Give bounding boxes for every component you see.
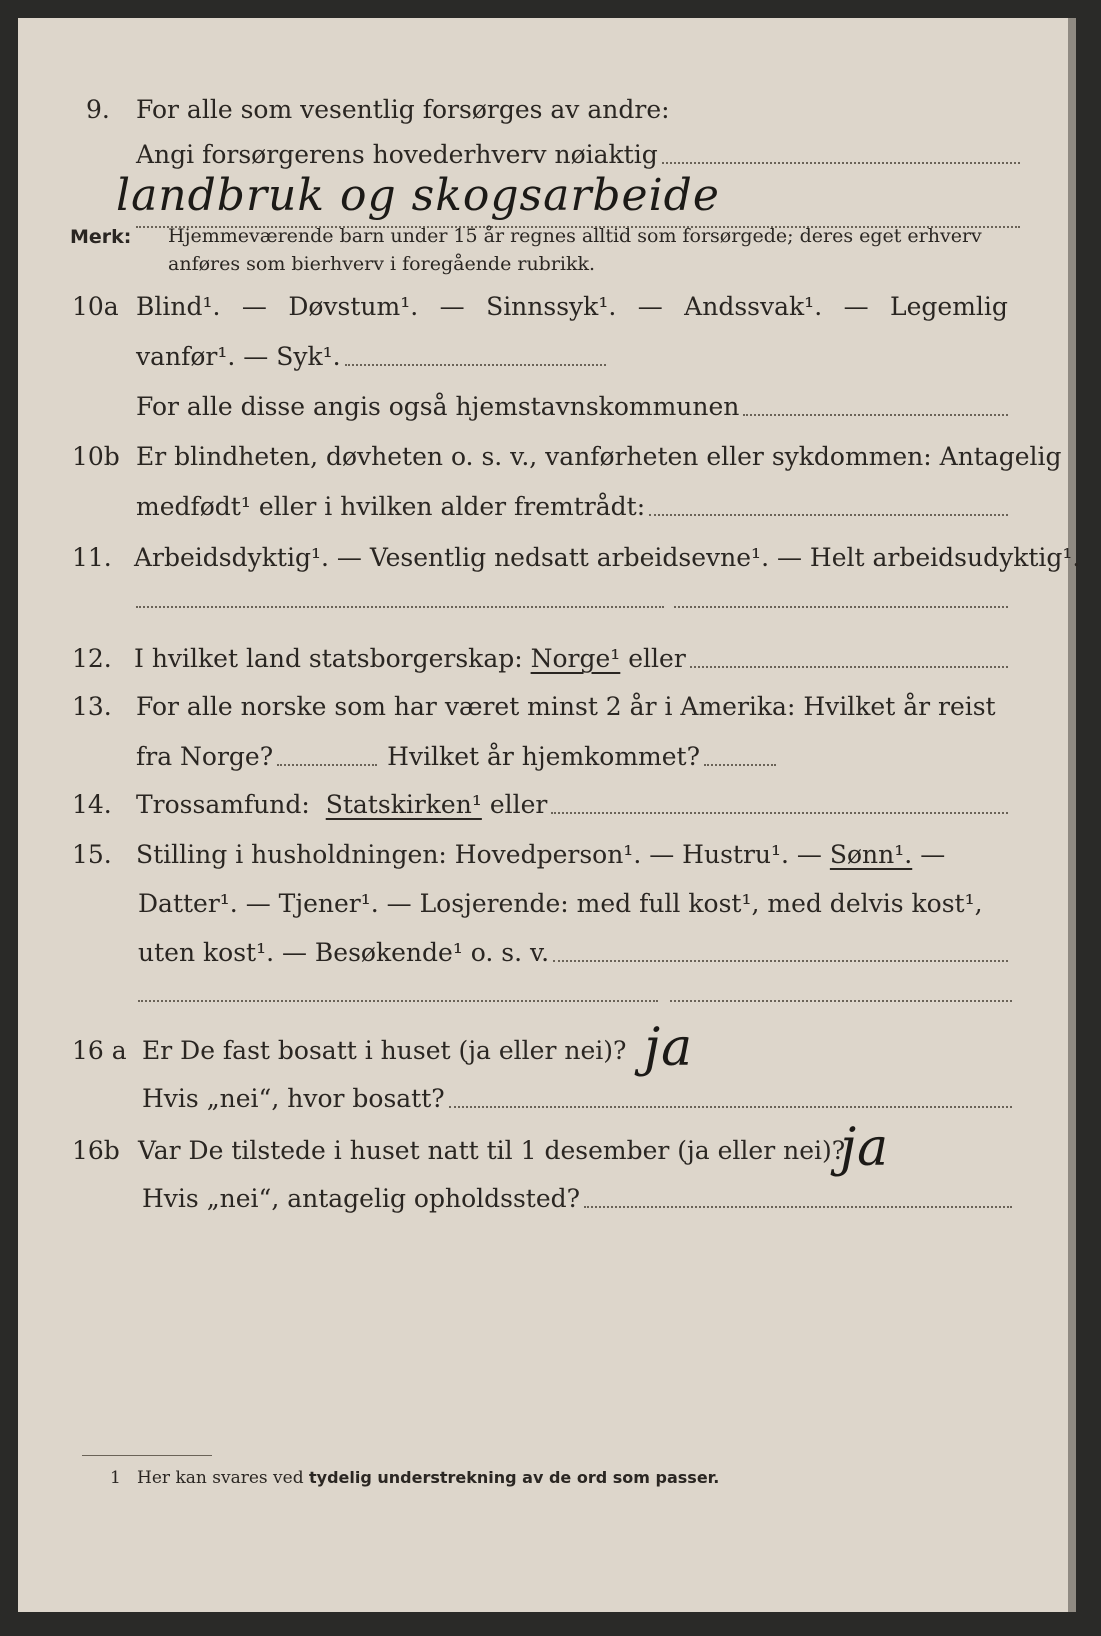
footnote xyxy=(110,1468,719,1488)
q10a-number: 10a xyxy=(72,292,119,321)
footnote-rule xyxy=(82,1455,212,1456)
q15-dash: — xyxy=(920,840,946,869)
census-form-page xyxy=(18,18,1081,1612)
q16b-text2: Hvis „nei“, antagelig opholdssted? xyxy=(142,1184,581,1213)
q10a-option: Døvstum¹. xyxy=(288,292,419,321)
q13-hjemkommet-label: Hvilket år hjemkommet? xyxy=(387,742,701,771)
q12-number: 12. xyxy=(72,644,112,673)
q15-option-sonn: Sønn¹. xyxy=(829,840,913,869)
q10a-option: Sinnssyk¹. xyxy=(486,292,617,321)
q10a-option: Blind¹. xyxy=(136,292,221,321)
q15-number: 15. xyxy=(72,840,112,869)
q15-text3: uten kost¹. — Besøkende¹ o. s. v. xyxy=(138,938,550,967)
q10a-kommune-line xyxy=(743,414,1008,416)
q11-answer-line-a xyxy=(136,606,664,608)
q13-reist-label: fra Norge? xyxy=(136,742,274,771)
footnote-bold-text: tydelig understrekning av de ord som passer. xyxy=(308,1468,720,1487)
q10b-answer-line xyxy=(649,514,1008,516)
q12-answer-line xyxy=(690,666,1008,668)
q12-option-norge: Norge¹ xyxy=(530,644,621,673)
q15-answer-line-b xyxy=(670,1000,1012,1002)
q14-number: 14. xyxy=(72,790,112,819)
q9-text1: For alle som vesentlig forsørges av andre: xyxy=(136,95,670,124)
footnote-text: Her kan svares ved xyxy=(137,1468,304,1488)
q14-text: Trossamfund: xyxy=(136,790,310,819)
q9-answer-line xyxy=(662,162,1020,164)
q10b-number: 10b xyxy=(72,442,120,471)
q15-text2: Datter¹. — Tjener¹. — Losjerende: med full kost¹, med delvis kost¹, xyxy=(138,889,983,918)
q12-text: I hvilket land statsborgerskap: xyxy=(134,644,523,673)
q10a-dash: — xyxy=(843,292,869,321)
q10a-dash: — xyxy=(637,292,663,321)
q16b-handwritten-answer: ja xyxy=(840,1118,890,1178)
q13-hjemkommet-line xyxy=(704,764,776,766)
q10a-dash: — xyxy=(241,292,267,321)
q10b-text1: Er blindheten, døvheten o. s. v., vanførheten eller sykdommen: Antagelig xyxy=(136,442,1062,471)
q13-text1: For alle norske som har været minst 2 år i Amerika: Hvilket år reist xyxy=(136,692,996,721)
q10b-text2: medfødt¹ eller i hvilken alder fremtrådt: xyxy=(136,492,646,521)
q10a-options xyxy=(136,292,1008,322)
q11-text1: Arbeidsdyktig¹. — Vesentlig nedsatt arbeidsevne¹. — Helt arbeidsudyktig¹. xyxy=(134,543,1081,572)
q15-answer-line-a xyxy=(138,1000,658,1002)
q11-answer-line-b xyxy=(674,606,1008,608)
q16a-text2: Hvis „nei“, hvor bosatt? xyxy=(142,1084,445,1113)
q10a-dash: — xyxy=(439,292,465,321)
q11-number: 11. xyxy=(72,543,112,572)
merk-line1: Hjemmeværende barn under 15 år regnes alltid som forsørgede; deres eget erhverv xyxy=(168,225,982,247)
q16a-answer-line xyxy=(449,1106,1012,1108)
q14-option-statskirken: Statskirken¹ xyxy=(325,790,482,819)
q13-number: 13. xyxy=(72,692,112,721)
q10a-option: Legemlig xyxy=(890,292,1008,321)
q10a-syk-line xyxy=(345,364,606,366)
q10a-option: Andssvak¹. xyxy=(684,292,823,321)
merk-line2: anføres som bierhverv i foregående rubrikk. xyxy=(168,253,596,275)
q10a-text2: vanfør¹. — Syk¹. xyxy=(136,342,341,371)
q16b-number: 16b xyxy=(72,1136,120,1165)
q9-number: 9. xyxy=(86,95,110,124)
q14-answer-line xyxy=(551,812,1008,814)
q13-reist-line xyxy=(277,764,377,766)
q16b-answer-line xyxy=(584,1206,1012,1208)
footnote-mark: 1 xyxy=(110,1468,121,1488)
q15-answer-line xyxy=(553,960,1008,962)
q9-text2: Angi forsørgerens hovederhverv nøiaktig xyxy=(136,140,658,169)
q15-text1: Stilling i husholdningen: Hovedperson¹. — Hustru¹. — xyxy=(136,840,822,869)
q12-eller: eller xyxy=(628,644,686,673)
q14-eller: eller xyxy=(489,790,548,819)
q9-handwritten-answer: landbruk og skogsarbeide xyxy=(116,170,720,221)
q16a-text1: Er De fast bosatt i huset (ja eller nei)? xyxy=(142,1036,627,1065)
q16b-text1: Var De tilstede i huset natt til 1 desember (ja eller nei)? xyxy=(138,1136,846,1165)
q10a-text3: For alle disse angis også hjemstavnskommunen xyxy=(136,392,740,421)
merk-label: Merk: xyxy=(70,226,132,248)
q16a-handwritten-answer: ja xyxy=(644,1018,694,1078)
q16a-number: 16 a xyxy=(72,1036,127,1065)
